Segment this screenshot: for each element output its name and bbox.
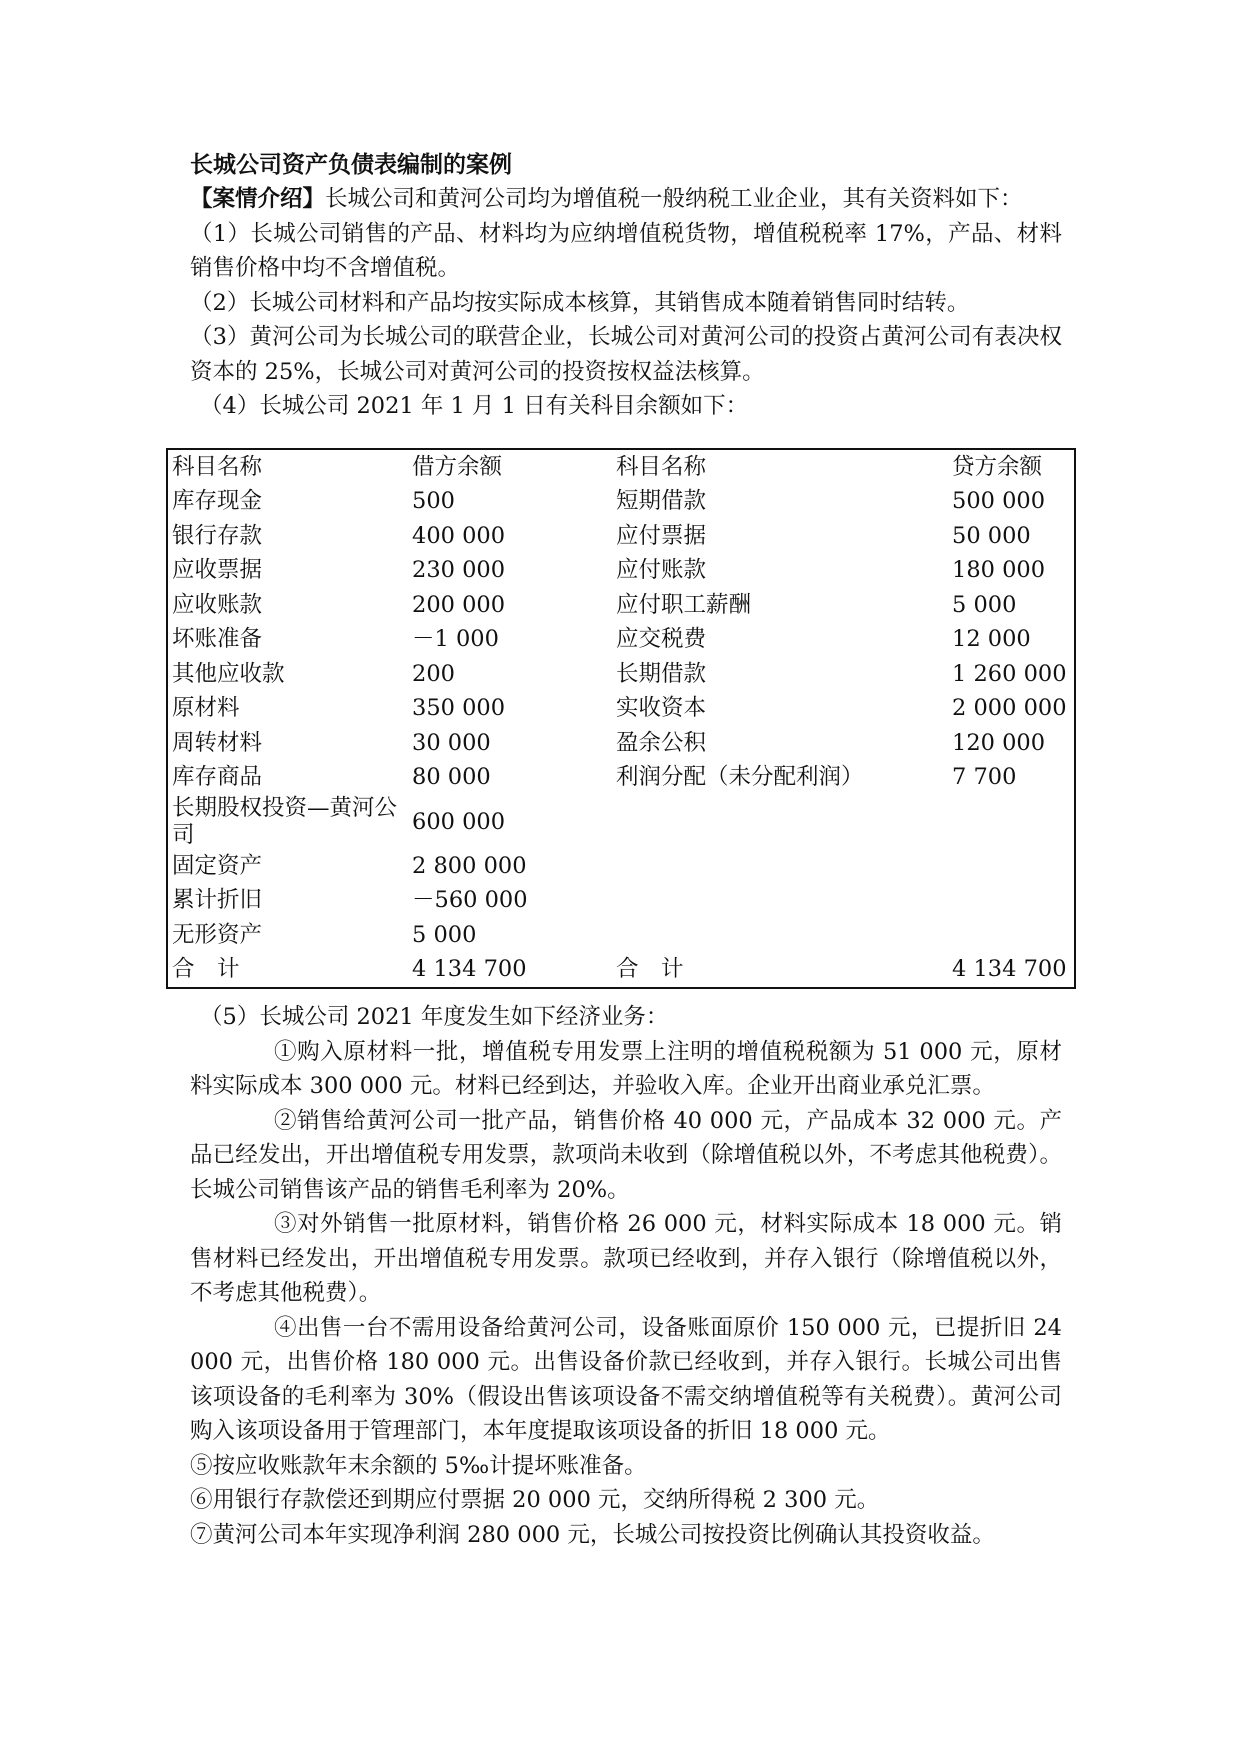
table-row: [167, 761, 1075, 796]
table-row: [167, 849, 1075, 884]
table-row: [167, 918, 1075, 953]
header-cell: 科目名称: [172, 453, 263, 480]
account-name-cell: 长期股权投资—黄河公司: [172, 795, 398, 848]
account-name-cell: 应付职工薪酬: [616, 591, 752, 618]
balance-cell: [952, 849, 1075, 884]
balance-cell: 30 000: [412, 729, 491, 756]
account-name-cell: 应付票据: [616, 522, 707, 549]
balance-cell: 4 134 700: [412, 956, 527, 983]
table-row: [167, 692, 1075, 727]
balance-cell: 50 000: [952, 522, 1031, 549]
transaction-7: ⑦黄河公司本年实现净利润 280 000 元，长城公司按投资比例确认其投资收益。: [190, 1521, 995, 1548]
balance-cell: [952, 795, 1075, 849]
transaction-1: ①购入原材料一批，增值税专用发票上注明的增值税税额为 51 000 元，原材料实际成本 300 000 元。材料已经到达，并验收入库。企业开出商业承兑汇票。: [190, 1038, 1062, 1099]
account-name-cell: 盈余公积: [616, 729, 707, 756]
balance-cell: 400 000: [412, 522, 506, 549]
section-5-heading: （5）长城公司 2021 年度发生如下经济业务：: [200, 1004, 669, 1030]
account-name-cell: 原材料: [172, 695, 240, 722]
balance-cell: 200: [412, 660, 455, 687]
table-row: [167, 485, 1075, 520]
transaction-2: ②销售给黄河公司一批产品，销售价格 40 000 元，产品成本 32 000 元。产品已经发出，开出增值税专用发票，款项尚未收到（除增值税以外，不考虑其他税费）。长城公司销售该产品的销售毛利率为 20%。: [190, 1107, 1062, 1203]
balance-cell: [952, 884, 1075, 919]
point-1: （1）长城公司销售的产品、材料均为应纳增值税货物，增值税税率 17%，产品、材料销售价格中均不含增值税。: [190, 220, 1062, 281]
case-intro-label: 【案情介绍】: [190, 186, 326, 212]
balance-cell: 5 000: [952, 591, 1017, 618]
account-name-cell: 实收资本: [616, 695, 707, 722]
balance-cell: 180 000: [952, 557, 1046, 584]
table-row: [167, 623, 1075, 658]
balance-cell: 1 260 000: [952, 660, 1067, 687]
balance-cell: 200 000: [412, 591, 506, 618]
balance-cell: 12 000: [952, 626, 1031, 653]
account-name-cell: 应收账款: [172, 591, 263, 618]
balance-cell: 120 000: [952, 729, 1046, 756]
account-name-cell: 应交税费: [616, 626, 707, 653]
balance-cell: 350 000: [412, 695, 506, 722]
account-name-cell: 其他应收款: [172, 660, 285, 687]
balance-cell: 500: [412, 488, 455, 515]
balance-cell: －560 000: [412, 887, 528, 914]
balance-cell: 2 800 000: [412, 852, 527, 879]
document-title: 长城公司资产负债表编制的案例: [190, 151, 512, 178]
balance-cell: 230 000: [412, 557, 506, 584]
balance-cell: 500 000: [952, 488, 1046, 515]
table-row: [167, 795, 1075, 849]
account-name-cell: 坏账准备: [172, 626, 263, 653]
account-name-cell: [612, 795, 952, 849]
account-name-cell: 应收票据: [172, 557, 263, 584]
account-name-cell: 库存商品: [172, 764, 263, 791]
transaction-4: ④出售一台不需用设备给黄河公司，设备账面原价 150 000 元，已提折旧 24 000 元，出售价格 180 000 元。出售设备价款已经收到，并存入银行。长城公司出售该项设备的毛利率为 30%（假设出售该项设备不需交纳增值税等有关税费）。黄河公司购入该项设备用于管理部门，本年度提取该项设备的折旧 18 000 元。: [190, 1314, 1062, 1444]
point-3: （3）黄河公司为长城公司的联营企业，长城公司对黄河公司的投资占黄河公司有表决权资本的 25%，长城公司对黄河公司的投资按权益法核算。: [190, 324, 1062, 385]
table-row: [167, 657, 1075, 692]
account-name-cell: 长期借款: [616, 660, 707, 687]
balance-cell: 7 700: [952, 764, 1017, 791]
account-name-cell: [612, 849, 952, 884]
account-name-cell: [612, 918, 952, 953]
point-2: （2）长城公司材料和产品均按实际成本核算，其销售成本随着销售同时结转。: [190, 289, 970, 316]
balance-cell: [952, 918, 1075, 953]
table-row: [167, 554, 1075, 589]
header-cell: 科目名称: [616, 453, 707, 480]
table-row: [167, 884, 1075, 919]
account-name-cell: 库存现金: [172, 488, 263, 515]
table-row: [167, 519, 1075, 554]
balance-cell: 2 000 000: [952, 695, 1067, 722]
account-name-cell: 银行存款: [172, 522, 263, 549]
account-name-cell: 合 计: [172, 956, 240, 983]
account-name-cell: 无形资产: [172, 921, 263, 948]
account-name-cell: 应付账款: [616, 557, 707, 584]
case-intro-text: 长城公司和黄河公司均为增值税一般纳税工业企业，其有关资料如下：: [325, 186, 1023, 212]
table-row: [167, 588, 1075, 623]
transaction-3: ③对外销售一批原材料，销售价格 26 000 元，材料实际成本 18 000 元。销售材料已经发出，开出增值税专用发票。款项已经收到，并存入银行（除增值税以外，不考虑其他税费）。: [190, 1211, 1062, 1306]
point-4: （4）长城公司 2021 年 1 月 1 日有关科目余额如下：: [200, 393, 749, 419]
case-intro: [190, 182, 1062, 217]
account-name-cell: 累计折旧: [172, 887, 263, 914]
balance-cell: 600 000: [412, 808, 506, 835]
table-row: [167, 953, 1075, 989]
balance-cell: 5 000: [412, 921, 477, 948]
table-row: [167, 726, 1075, 761]
account-name-cell: 周转材料: [172, 729, 263, 756]
account-name-cell: 短期借款: [616, 488, 707, 515]
account-name-cell: [612, 884, 952, 919]
balance-cell: 80 000: [412, 764, 491, 791]
header-cell: 贷方余额: [952, 453, 1043, 480]
account-name-cell: 合 计: [616, 956, 684, 983]
header-cell: 借方余额: [412, 453, 503, 480]
balance-cell: 4 134 700: [952, 956, 1067, 983]
transaction-6: ⑥用银行存款偿还到期应付票据 20 000 元，交纳所得税 2 300 元。: [190, 1487, 880, 1513]
balance-table: [166, 448, 1076, 989]
document-header: [190, 148, 1062, 424]
transactions-section: [190, 1000, 1062, 1552]
account-name-cell: 固定资产: [172, 852, 263, 879]
account-name-cell: 利润分配（未分配利润）: [616, 764, 864, 791]
table-header-row: [167, 449, 1075, 485]
balance-cell: －1 000: [412, 626, 499, 653]
transaction-5: ⑤按应收账款年末余额的 5‰计提坏账准备。: [190, 1452, 647, 1479]
